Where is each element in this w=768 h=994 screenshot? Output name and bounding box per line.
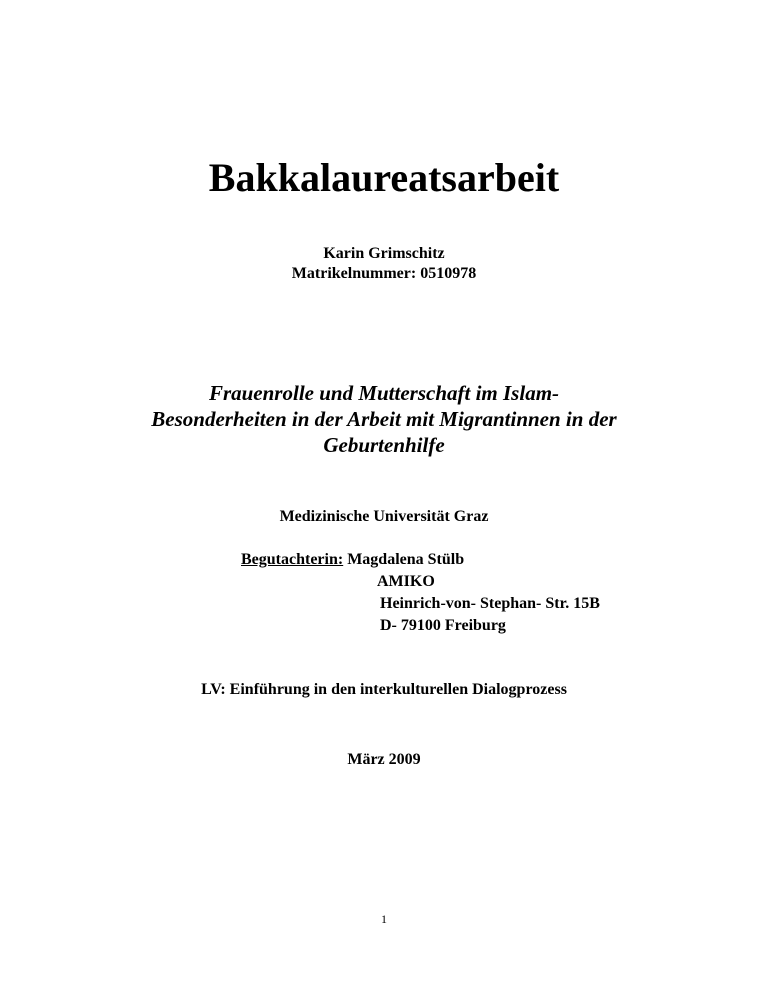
course-name: LV: Einführung in den interkulturellen Dialogprozess (201, 681, 567, 698)
page-number: 1 (381, 912, 387, 926)
reviewer-name: Magdalena Stülb (347, 551, 465, 568)
university-name: Medizinische Universität Graz (279, 508, 489, 525)
document-title: Bakkalaureatsarbeit (208, 155, 560, 200)
thesis-title-line-1: Frauenrolle und Mutterschaft im Islam- (208, 381, 560, 405)
author-name: Karin Grimschitz (323, 245, 445, 262)
author-block (0, 244, 768, 284)
thesis-title (100, 380, 668, 458)
submission-date: März 2009 (347, 751, 421, 768)
reviewer-street: Heinrich-von- Stephan- Str. 15B (380, 595, 600, 612)
reviewer-label: Begutachterin: (241, 551, 344, 568)
matriculation-number: Matrikelnummer: 0510978 (291, 265, 477, 282)
thesis-title-line-2: Besonderheiten in der Arbeit mit Migrantinnen in der (151, 407, 617, 431)
reviewer-organization: AMIKO (377, 573, 435, 590)
thesis-title-line-3: Geburtenhilfe (323, 433, 445, 457)
reviewer-city: D- 79100 Freiburg (380, 617, 506, 634)
reviewer-line (241, 550, 464, 570)
